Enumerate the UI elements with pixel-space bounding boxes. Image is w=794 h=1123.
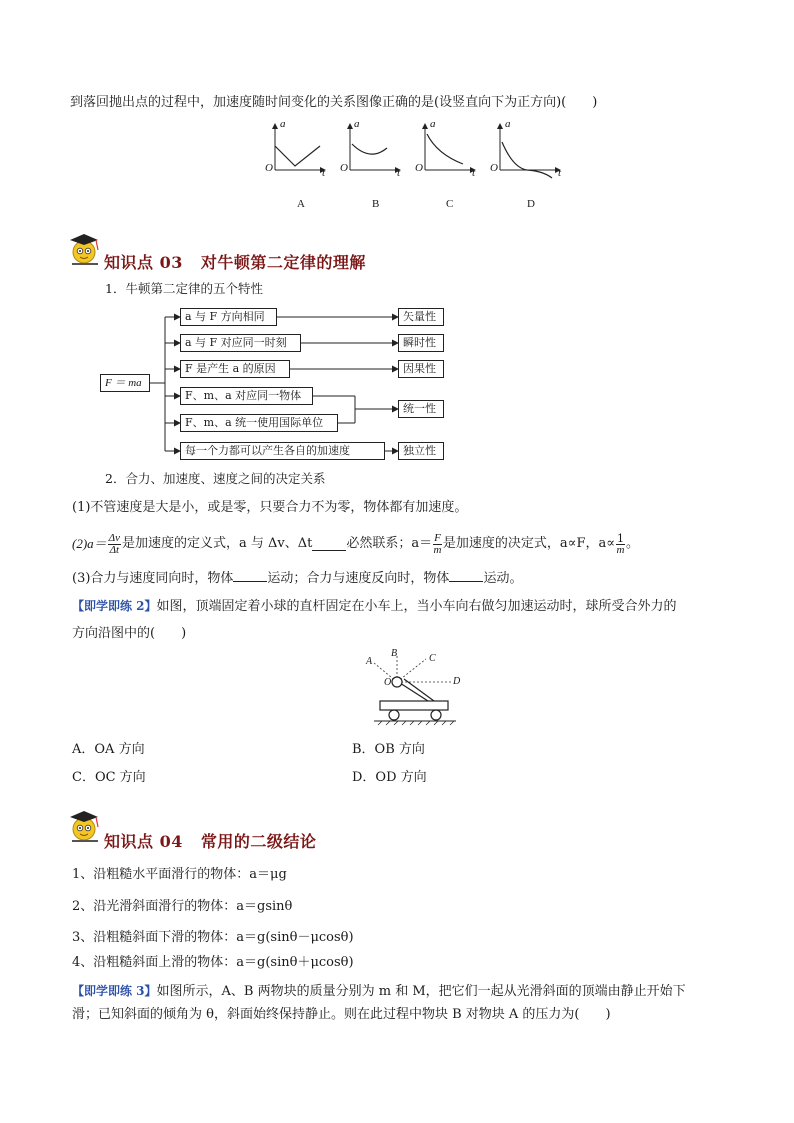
point-1: (1)不管速度是大是小，或是零，只要合力不为零，物体都有加速度。 xyxy=(72,500,468,515)
conclusion-4: 4、沿粗糙斜面上滑的物体：a＝g(sinθ＋μcosθ) xyxy=(72,955,354,970)
conclusion-3: 3、沿粗糙斜面下滑的物体：a＝g(sinθ－μcosθ) xyxy=(72,930,354,945)
point-2-prefix: (2)a＝ xyxy=(72,536,107,551)
point-3-blank-1[interactable] xyxy=(233,569,267,582)
scholar-mascot-icon xyxy=(68,805,104,845)
graph-d-ylabel: a xyxy=(505,118,511,130)
section-03-heading xyxy=(104,250,366,273)
car-label-a: A xyxy=(366,656,373,667)
option-d[interactable]: D．OD 方向 xyxy=(352,770,427,785)
graph-d-curve xyxy=(502,142,552,178)
practice-2-line-2: 方向沿图中的( ) xyxy=(72,626,187,641)
point-2-end: 。 xyxy=(626,536,640,551)
point-2-text-1: 是加速度的定义式，a 与 Δv、Δt xyxy=(122,536,313,551)
graph-b-xlabel: t xyxy=(397,167,401,179)
point-2-text-3: 是加速度的决定式，a∝F，a∝ xyxy=(442,536,616,551)
graph-b-ylabel: a xyxy=(354,118,360,130)
graph-b-origin: O xyxy=(340,162,348,174)
graph-c-ylabel: a xyxy=(430,118,436,130)
section-03-number: 知识点 03 xyxy=(104,253,183,272)
graph-c[interactable] xyxy=(425,124,475,170)
practice-3-line-1: 【即学即练 3】如图所示，A、B 两物块的质量分别为 m 和 M，把它们一起从光滑斜面的顶端由静止开始下 xyxy=(72,984,686,999)
property-box-6: 每一个力都可以产生各自的加速度 xyxy=(180,442,385,460)
conclusion-1: 1、沿粗糙水平面滑行的物体：a＝μg xyxy=(72,867,287,882)
question-intro: 到落回抛出点的过程中，加速度随时间变化的关系图像正确的是(设竖直向下为正方向)( ) xyxy=(70,95,598,110)
property-box-4: F、m、a 对应同一物体 xyxy=(180,387,313,405)
car-label-c: C xyxy=(429,653,436,664)
result-box-causal: 因果性 xyxy=(398,360,444,378)
formula-box: F ＝ ma xyxy=(100,374,150,392)
point-2 xyxy=(72,527,639,561)
graph-a-origin: O xyxy=(265,162,273,174)
section-04-title: 常用的二级结论 xyxy=(200,832,317,851)
property-box-2: a 与 F 对应同一时刻 xyxy=(180,334,301,352)
car-rod-figure xyxy=(360,645,470,730)
option-a[interactable]: A．OA 方向 xyxy=(72,742,145,757)
graph-b[interactable] xyxy=(350,124,400,170)
graph-d-label: D xyxy=(527,198,535,210)
graph-a-xlabel: t xyxy=(322,167,326,179)
option-c[interactable]: C．OC 方向 xyxy=(72,770,146,785)
conclusion-2: 2、沿光滑斜面滑行的物体：a＝gsinθ xyxy=(72,899,293,914)
graph-d[interactable] xyxy=(500,124,560,178)
graph-c-xlabel: t xyxy=(472,167,476,179)
result-box-unified: 统一性 xyxy=(398,400,444,418)
graph-c-curve xyxy=(427,134,463,164)
point-2-text-2: 必然联系；a＝ xyxy=(346,536,433,551)
fraction-1-m: $\frac{1}{m}$ xyxy=(616,531,625,556)
item-2-title: 2．合力、加速度、速度之间的决定关系 xyxy=(105,471,326,486)
graph-a-curve xyxy=(275,146,320,166)
fraction-f-m: $\frac{F}{m}$ xyxy=(433,531,442,556)
practice-3-line-2: 滑；已知斜面的倾角为 θ，斜面始终保持静止。则在此过程中物块 B 对物块 A 的压力为( ) xyxy=(72,1007,611,1022)
property-box-1: a 与 F 方向相同 xyxy=(180,308,277,326)
graph-a-label: A xyxy=(297,198,305,210)
car-label-b: B xyxy=(391,648,398,659)
graph-b-curve xyxy=(352,144,387,154)
graph-a[interactable] xyxy=(275,124,325,170)
fraction-dv-dt: $\frac{\Delta v}{\Delta t}$ xyxy=(108,531,121,556)
car-label-o: O xyxy=(384,677,392,688)
graph-d-xlabel: t xyxy=(558,167,562,179)
property-box-3: F 是产生 a 的原因 xyxy=(180,360,290,378)
graph-a-ylabel: a xyxy=(280,118,286,130)
result-box-independent: 独立性 xyxy=(398,442,444,460)
graph-b-label: B xyxy=(372,198,380,210)
practice-3-tag: 【即学即练 3】 xyxy=(72,984,157,998)
scholar-mascot-icon xyxy=(68,228,104,268)
result-box-vector: 矢量性 xyxy=(398,308,444,326)
car-label-d: D xyxy=(453,676,461,687)
result-box-instant: 瞬时性 xyxy=(398,334,444,352)
property-box-5: F、m、a 统一使用国际单位 xyxy=(180,414,338,432)
graph-d-origin: O xyxy=(490,162,498,174)
newton-diagram-lines xyxy=(100,305,460,465)
section-04-number: 知识点 04 xyxy=(104,832,183,851)
point-3: (3)合力与速度同向时，物体 运动；合力与速度反向时，物体 运动。 xyxy=(72,571,523,586)
practice-2-line-1: 【即学即练 2】如图，顶端固定着小球的直杆固定在小车上，当小车向右做匀加速运动时，球所受合外力的 xyxy=(72,599,677,614)
point-2-blank[interactable] xyxy=(312,538,346,551)
section-04-heading xyxy=(104,829,316,852)
option-b[interactable]: B．OB 方向 xyxy=(352,742,425,757)
graph-c-label: C xyxy=(446,198,454,210)
practice-2-tag: 【即学即练 2】 xyxy=(72,599,157,613)
section-03-title: 对牛顿第二定律的理解 xyxy=(200,253,366,272)
item-1-title: 1．牛顿第二定律的五个特性 xyxy=(105,281,263,296)
graph-c-origin: O xyxy=(415,162,423,174)
point-3-blank-2[interactable] xyxy=(449,569,483,582)
